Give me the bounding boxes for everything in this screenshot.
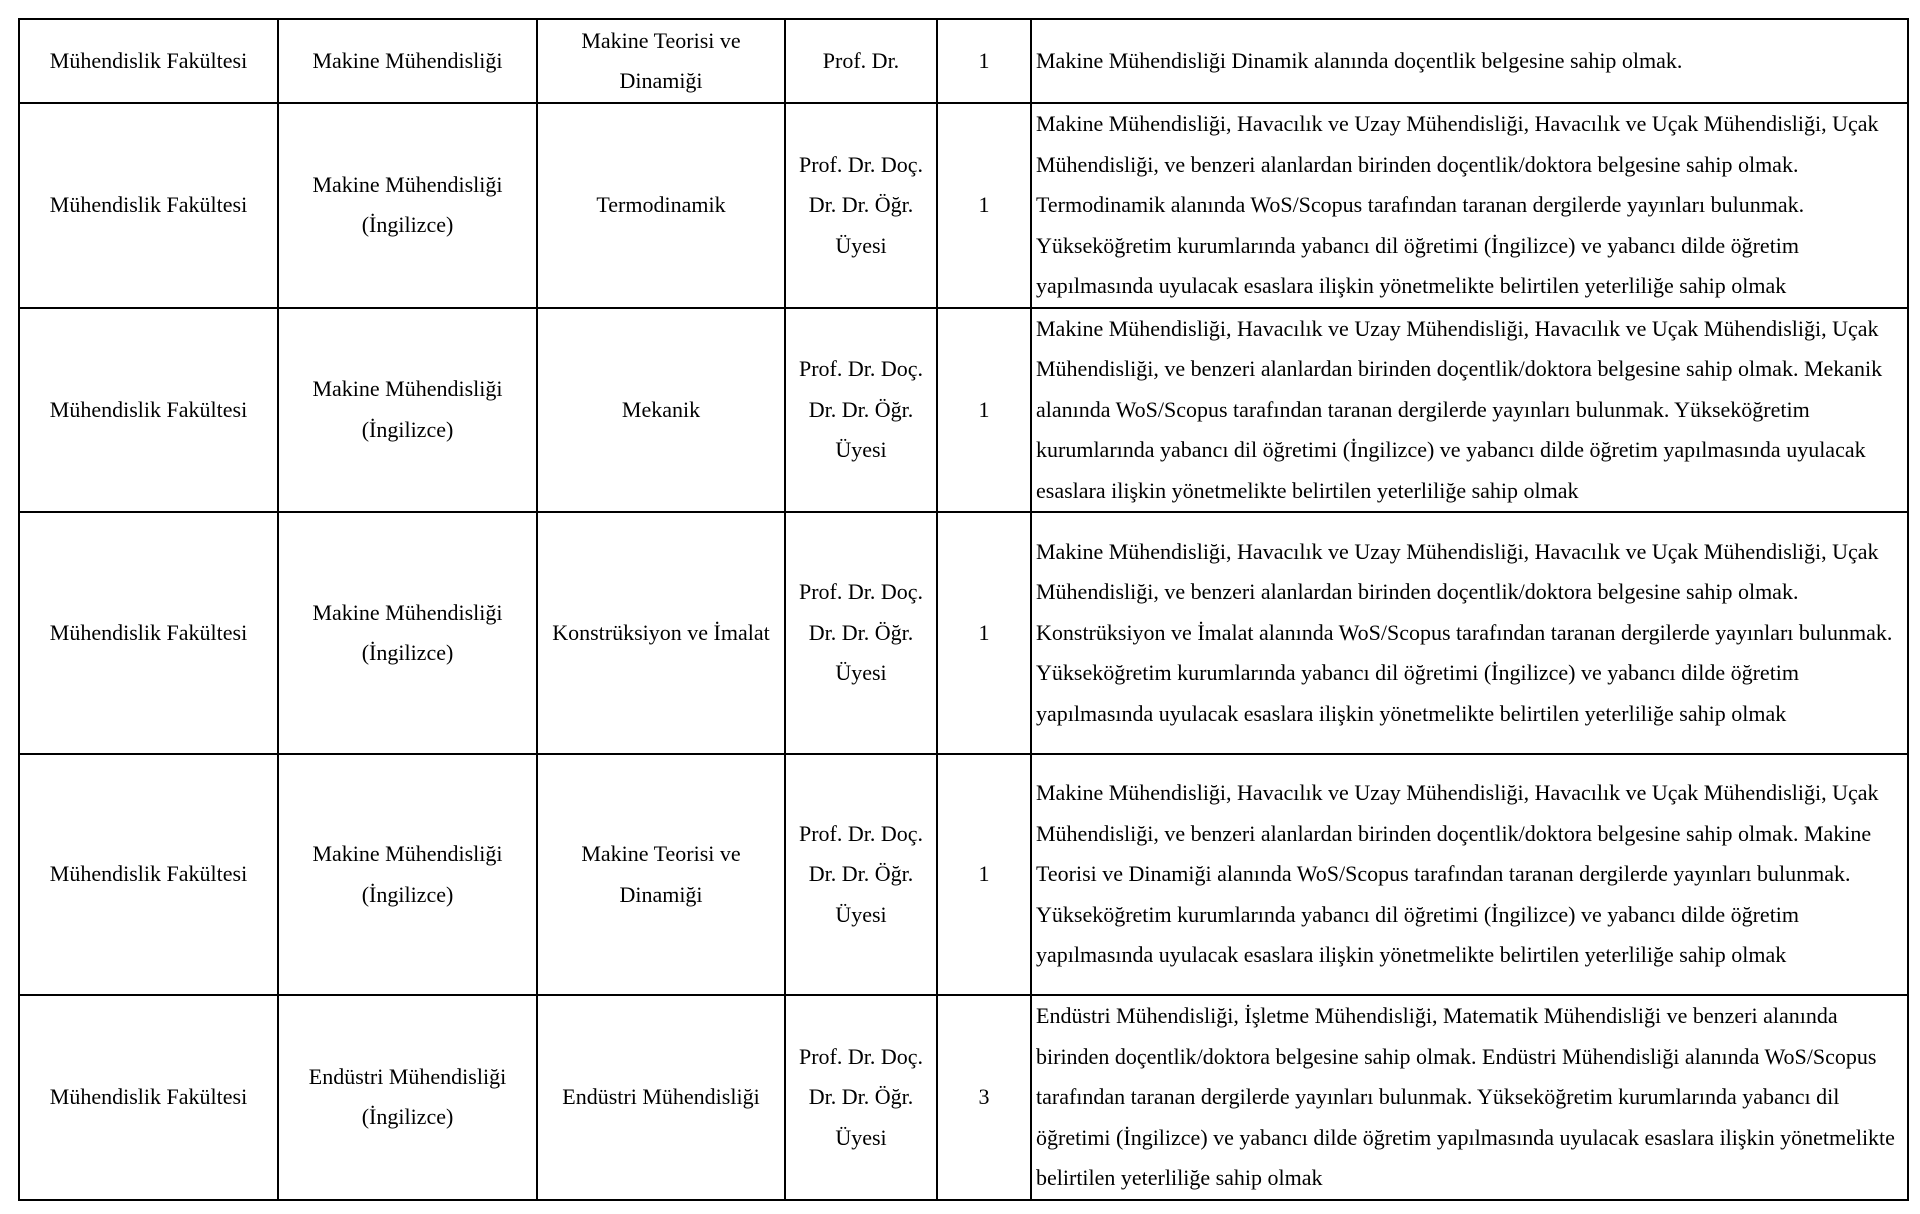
table-row xyxy=(19,19,1908,103)
requirements-cell: Makine Mühendisliği, Havacılık ve Uzay Mühendisliği, Havacılık ve Uçak Mühendisliği, Uçak Mühendisliği, ve benzeri alanlardan birinden doçentlik/doktora belgesine sahip olmak. Mekanik alanında WoS/Scopus tarafından taranan dergilerde yayınları bulunmak. Yükseköğretim kurumlarında yabancı dil öğretimi (İngilizce) ve yabancı dilde öğretim yapılmasında uyulacak esaslara ilişkin yönetmelikte belirtilen yeterliliğe sahip olmak xyxy=(1031,308,1908,513)
title-cell: Prof. Dr. Doç. Dr. Dr. Öğr. Üyesi xyxy=(785,308,937,513)
faculty-cell: Mühendislik Fakültesi xyxy=(19,308,278,513)
table-row xyxy=(19,754,1908,995)
field-cell: Makine Teorisi ve Dinamiği xyxy=(537,754,785,995)
requirements-cell: Makine Mühendisliği, Havacılık ve Uzay Mühendisliği, Havacılık ve Uçak Mühendisliği, Uçak Mühendisliği, ve benzeri alanlardan birinden doçentlik/doktora belgesine sahip olmak. Termodinamik alanında WoS/Scopus tarafından taranan dergilerde yayınları bulunmak. Yükseköğretim kurumlarında yabancı dil öğretimi (İngilizce) ve yabancı dilde öğretim yapılmasında uyulacak esaslara ilişkin yönetmelikte belirtilen yeterliliğe sahip olmak xyxy=(1031,103,1908,308)
count-cell: 1 xyxy=(937,754,1031,995)
position-table xyxy=(18,18,1909,1201)
table-row xyxy=(19,995,1908,1200)
faculty-cell: Mühendislik Fakültesi xyxy=(19,103,278,308)
department-cell: Makine Mühendisliği (İngilizce) xyxy=(278,512,537,754)
title-cell: Prof. Dr. Doç. Dr. Dr. Öğr. Üyesi xyxy=(785,512,937,754)
field-cell: Termodinamik xyxy=(537,103,785,308)
field-cell: Konstrüksiyon ve İmalat xyxy=(537,512,785,754)
department-cell: Makine Mühendisliği (İngilizce) xyxy=(278,308,537,513)
requirements-cell: Makine Mühendisliği, Havacılık ve Uzay Mühendisliği, Havacılık ve Uçak Mühendisliği, Uçak Mühendisliği, ve benzeri alanlardan birinden doçentlik/doktora belgesine sahip olmak. Makine Teorisi ve Dinamiği alanında WoS/Scopus tarafından taranan dergilerde yayınları bulunmak. Yükseköğretim kurumlarında yabancı dil öğretimi (İngilizce) ve yabancı dilde öğretim yapılmasında uyulacak esaslara ilişkin yönetmelikte belirtilen yeterliliğe sahip olmak xyxy=(1031,754,1908,995)
requirements-cell: Makine Mühendisliği Dinamik alanında doçentlik belgesine sahip olmak. xyxy=(1031,19,1908,103)
field-cell: Makine Teorisi ve Dinamiği xyxy=(537,19,785,103)
department-cell: Makine Mühendisliği xyxy=(278,19,537,103)
faculty-cell: Mühendislik Fakültesi xyxy=(19,995,278,1200)
faculty-cell: Mühendislik Fakültesi xyxy=(19,19,278,103)
title-cell: Prof. Dr. Doç. Dr. Dr. Öğr. Üyesi xyxy=(785,754,937,995)
table-row xyxy=(19,103,1908,308)
count-cell: 3 xyxy=(937,995,1031,1200)
position-table-sheet xyxy=(18,18,1907,1201)
requirements-cell: Makine Mühendisliği, Havacılık ve Uzay Mühendisliği, Havacılık ve Uçak Mühendisliği, Uçak Mühendisliği, ve benzeri alanlardan birinden doçentlik/doktora belgesine sahip olmak. Konstrüksiyon ve İmalat alanında WoS/Scopus tarafından taranan dergilerde yayınları bulunmak. Yükseköğretim kurumlarında yabancı dil öğretimi (İngilizce) ve yabancı dilde öğretim yapılmasında uyulacak esaslara ilişkin yönetmelikte belirtilen yeterliliğe sahip olmak xyxy=(1031,512,1908,754)
requirements-cell: Endüstri Mühendisliği, İşletme Mühendisliği, Matematik Mühendisliği ve benzeri alanında birinden doçentlik/doktora belgesine sahip olmak. Endüstri Mühendisliği alanında WoS/Scopus tarafından taranan dergilerde yayınları bulunmak. Yükseköğretim kurumlarında yabancı dil öğretimi (İngilizce) ve yabancı dilde öğretim yapılmasında uyulacak esaslara ilişkin yönetmelikte belirtilen yeterliliğe sahip olmak xyxy=(1031,995,1908,1200)
field-cell: Mekanik xyxy=(537,308,785,513)
field-cell: Endüstri Mühendisliği xyxy=(537,995,785,1200)
table-row xyxy=(19,308,1908,513)
count-cell: 1 xyxy=(937,512,1031,754)
department-cell: Makine Mühendisliği (İngilizce) xyxy=(278,103,537,308)
title-cell: Prof. Dr. Doç. Dr. Dr. Öğr. Üyesi xyxy=(785,995,937,1200)
faculty-cell: Mühendislik Fakültesi xyxy=(19,512,278,754)
department-cell: Makine Mühendisliği (İngilizce) xyxy=(278,754,537,995)
table-row xyxy=(19,512,1908,754)
count-cell: 1 xyxy=(937,103,1031,308)
faculty-cell: Mühendislik Fakültesi xyxy=(19,754,278,995)
count-cell: 1 xyxy=(937,308,1031,513)
title-cell: Prof. Dr. xyxy=(785,19,937,103)
count-cell: 1 xyxy=(937,19,1031,103)
department-cell: Endüstri Mühendisliği (İngilizce) xyxy=(278,995,537,1200)
title-cell: Prof. Dr. Doç. Dr. Dr. Öğr. Üyesi xyxy=(785,103,937,308)
